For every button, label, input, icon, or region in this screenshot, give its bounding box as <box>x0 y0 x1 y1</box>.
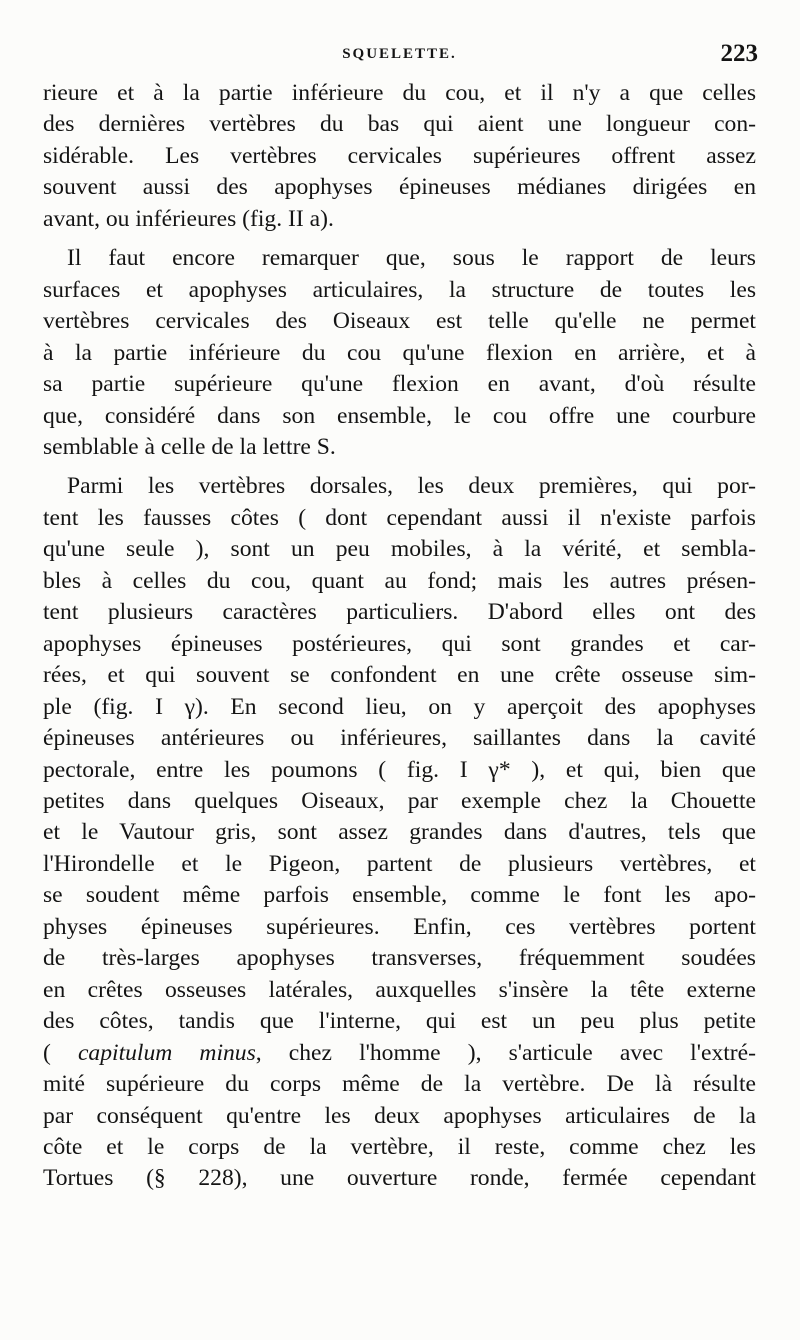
text-line: en crêtes osseuses latérales, auxquelles s'insère la tête externe <box>43 976 756 1003</box>
text-line: côte et le corps de la vertèbre, il reste, comme chez les <box>43 1133 756 1160</box>
latin-term: capitulum minus <box>77 1039 256 1066</box>
text-line: bles à celles du cou, quant au fond; mais les autres présen- <box>43 567 756 594</box>
text-line: l'Hirondelle et le Pigeon, partent de plusieurs vertèbres, et <box>43 850 756 877</box>
text-line: physes épineuses supérieures. Enfin, ces vertèbres portent <box>43 913 756 940</box>
text-line: par conséquent qu'entre les deux apophyses articulaires de la <box>43 1102 756 1129</box>
text-line: rieure et à la partie inférieure du cou, et il n'y a que celles <box>43 80 756 106</box>
text-fragment: ( <box>43 1039 78 1066</box>
text-line: apophyses épineuses postérieures, qui sont grandes et car- <box>43 630 756 657</box>
text-line: souvent aussi des apophyses épineuses médianes dirigées en <box>43 174 756 201</box>
text-line: sidérable. Les vertèbres cervicales supérieures offrent assez <box>43 142 756 169</box>
text-line: Tortues (§ 228), une ouverture ronde, fermée cependant <box>43 1165 756 1192</box>
text-line: vertèbres cervicales des Oiseaux est telle qu'elle ne permet <box>43 308 756 335</box>
text-line: à la partie inférieure du cou qu'une flexion en arrière, et à <box>43 339 756 366</box>
text-line: ple (fig. I γ). En second lieu, on y aperçoit des apophyses <box>43 693 756 720</box>
text-line: semblable à celle de la lettre S. <box>43 433 336 460</box>
text-line: surfaces et apophyses articulaires, la structure de toutes les <box>43 276 756 303</box>
paragraph-gap <box>43 235 756 243</box>
text-line: mité supérieure du corps même de la vertèbre. De là résulte <box>43 1071 756 1098</box>
text-fragment: , chez l'homme ), s'articule avec l'extré- <box>255 1039 756 1066</box>
text-line: des dernières vertèbres du bas qui aient une longueur con- <box>43 111 756 138</box>
text-line: tent plusieurs caractères particuliers. D'abord elles ont des <box>43 599 756 626</box>
text-line: sa partie supérieure qu'une flexion en avant, d'où résulte <box>43 371 756 398</box>
text-line: que, considéré dans son ensemble, le cou offre une courbure <box>43 402 756 429</box>
text-line: rées, et qui souvent se confondent en une crête osseuse sim- <box>43 662 756 689</box>
text-line: petites dans quelques Oiseaux, par exemple chez la Chouette <box>43 787 756 814</box>
text-line: avant, ou inférieures (fig. II a). <box>43 205 334 232</box>
text-line <box>43 1038 756 1069</box>
page-number: 223 <box>720 40 758 67</box>
text-line: Il faut encore remarquer que, sous le rapport de leurs <box>67 245 756 272</box>
text-line: épineuses antérieures ou inférieures, saillantes dans la cavité <box>43 725 756 752</box>
running-head <box>43 40 756 78</box>
body-text <box>43 78 756 1195</box>
text-line: qu'une seule ), sont un peu mobiles, à la vérité, et sembla- <box>43 536 756 563</box>
text-line: tent les fausses côtes ( dont cependant aussi il n'existe parfois <box>43 504 756 531</box>
text-line: se soudent même parfois ensemble, comme le font les apo- <box>43 882 756 909</box>
paragraph-gap <box>43 463 756 471</box>
text-line: des côtes, tandis que l'interne, qui est un peu plus petite <box>43 1008 756 1035</box>
text-line: de très-larges apophyses transverses, fréquemment soudées <box>43 945 756 972</box>
running-title: SQUELETTE. <box>342 46 457 62</box>
text-line: Parmi les vertèbres dorsales, les deux premières, qui por- <box>67 473 756 500</box>
text-line: et le Vautour gris, sont assez grandes dans d'autres, tels que <box>43 819 756 846</box>
text-line: pectorale, entre les poumons ( fig. I γ* ), et qui, bien que <box>43 756 756 783</box>
